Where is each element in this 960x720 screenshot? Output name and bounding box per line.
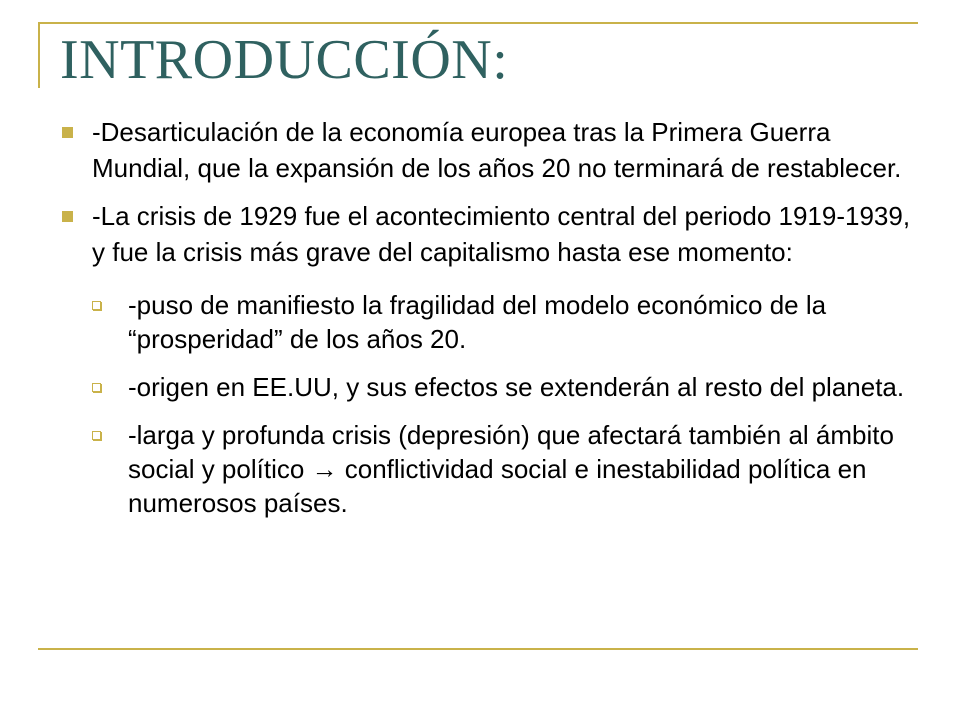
slide-title: INTRODUCCIÓN: — [60, 29, 509, 91]
sub-bullet-text: -puso de manifiesto la fragilidad del modelo económico de la “prosperidad” de los años 20. — [128, 290, 827, 354]
hollow-square-bullet-icon — [92, 431, 101, 440]
sub-bullet-text: -origen en EE.UU, y sus efectos se extenderán al resto del planeta. — [128, 372, 905, 402]
sub-bullet-item-1 — [92, 288, 912, 356]
top-divider-line — [38, 22, 918, 24]
sub-bullet-list — [92, 288, 912, 520]
bullet-text: -Desarticulación de la economía europea tras la Primera Guerra Mundial, que la expansión de los años 20 no terminará de restablecer. — [92, 117, 902, 183]
bullet-item-1 — [62, 114, 912, 186]
square-bullet-icon — [62, 127, 73, 138]
sub-bullet-item-3 — [92, 418, 912, 520]
bullet-item-2 — [62, 198, 912, 520]
left-divider-line — [38, 22, 40, 88]
square-bullet-icon — [62, 211, 73, 222]
bottom-divider-line — [38, 648, 918, 650]
hollow-square-bullet-icon — [92, 301, 101, 310]
sub-bullet-item-2 — [92, 370, 912, 404]
bullet-text: -La crisis de 1929 fue el acontecimiento central del periodo 1919-1939, y fue la crisis más grave del capitalismo hasta ese momento: — [92, 201, 911, 267]
sub-bullet-text: -larga y profunda crisis (depresión) que afectará también al ámbito social y político → conflictividad social e inestabilidad política en numerosos países. — [128, 420, 894, 518]
hollow-square-bullet-icon — [92, 383, 101, 392]
bullet-list — [62, 114, 912, 534]
